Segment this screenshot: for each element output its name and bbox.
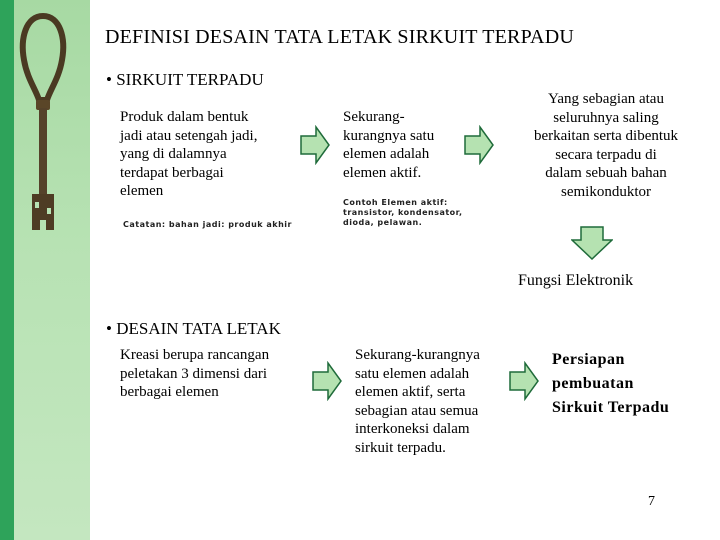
text-line: sebagian atau semua — [355, 402, 479, 419]
text-line: elemen — [120, 183, 164, 199]
text-line: Sekurang-kurangnya — [355, 347, 480, 363]
section-heading-layout: • DESAIN TATA LETAK — [106, 319, 281, 338]
text-line: elemen aktif. — [343, 164, 422, 181]
text-line: kurangnya satu — [343, 127, 435, 144]
ic-preparation-text — [552, 348, 669, 420]
text-line: berbagai elemen — [120, 384, 219, 400]
text-line: Sirkuit Terpadu — [552, 399, 670, 416]
text-line: berkaitan serta dibentuk — [533, 128, 679, 144]
text-line: secara terpadu di — [555, 146, 657, 163]
text-line: pembuatan — [552, 375, 634, 392]
note-line: transistor, kondensator, — [343, 208, 463, 217]
text-line: sirkuit terpadu. — [355, 439, 446, 456]
arrow-right-icon — [312, 361, 342, 401]
page-title: DEFINISI DESAIN TATA LETAK SIRKUIT TERPADU — [105, 26, 574, 48]
text-line: peletakan 3 dimensi dari — [120, 365, 268, 382]
text-line: Kreasi berupa rancangan — [120, 347, 270, 363]
text-line: Yang sebagian atau — [548, 91, 664, 107]
electronic-function-label: Fungsi Elektronik — [518, 272, 634, 289]
text-line: dalam sebuah bahan — [545, 165, 667, 181]
section-heading-ic: • SIRKUIT TERPADU — [106, 70, 264, 89]
layout-definition-text — [120, 346, 320, 402]
active-element-text — [343, 108, 483, 182]
text-line: terdapat berbagai — [120, 164, 224, 181]
note-line: Contoh Elemen aktif: — [343, 198, 448, 207]
arrow-right-icon — [300, 125, 330, 165]
ic-definition-note: Catatan: bahan jadi: produk akhir — [123, 220, 292, 229]
text-line: Sekurang- — [343, 109, 405, 125]
arrow-down-icon — [571, 226, 613, 260]
text-line: jadi atau setengah jadi, — [120, 127, 258, 144]
arrow-right-icon — [509, 361, 539, 401]
text-line: semikonduktor — [561, 183, 651, 200]
layout-active-element-text — [355, 346, 515, 457]
active-element-note — [343, 198, 462, 228]
semiconductor-text — [506, 90, 706, 201]
text-line: Persiapan — [552, 351, 625, 368]
key-icon — [8, 8, 78, 238]
arrow-right-icon — [464, 125, 494, 165]
note-line: dioda, pelawan. — [343, 218, 423, 227]
text-line: seluruhnya saling — [553, 109, 659, 126]
text-line: interkoneksi dalam — [355, 421, 470, 437]
text-line: elemen aktif, serta — [355, 384, 466, 400]
text-line: Produk dalam bentuk — [120, 109, 249, 125]
ic-definition-text — [120, 108, 305, 201]
text-line: elemen adalah — [343, 146, 430, 162]
text-line: yang di dalamnya — [120, 146, 227, 162]
page-number: 7 — [648, 494, 655, 509]
text-line: satu elemen adalah — [355, 365, 470, 382]
